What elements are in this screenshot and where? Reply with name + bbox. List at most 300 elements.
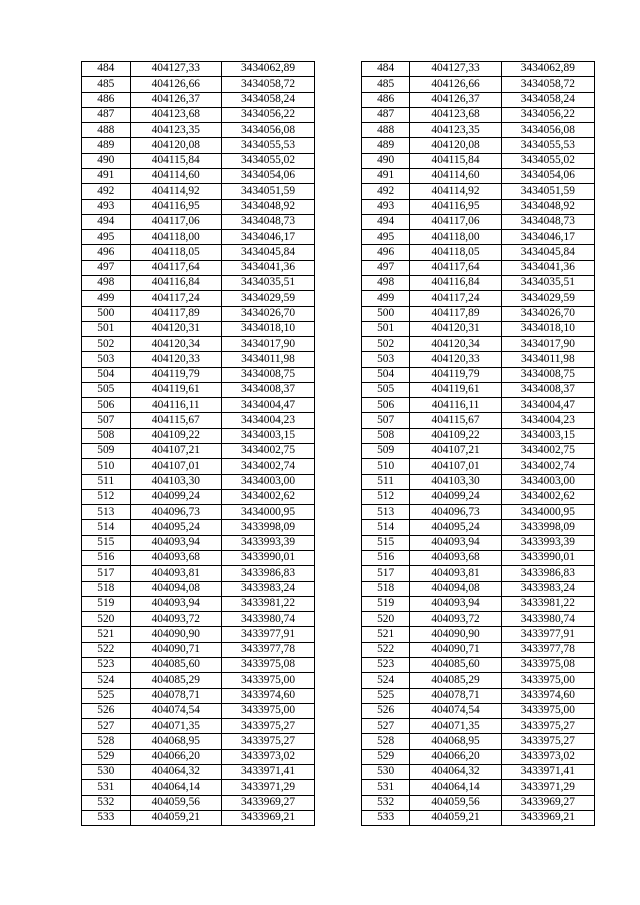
right-point-number-cell: 520	[361, 612, 410, 627]
right-x-coordinate-cell: 404068,95	[410, 734, 501, 749]
right-y-coordinate-cell: 3434011,98	[501, 352, 594, 367]
left-x-coordinate-cell: 404123,68	[130, 107, 221, 122]
left-point-number-cell: 490	[82, 153, 131, 168]
left-point-number-cell: 526	[82, 703, 131, 718]
left-y-coordinate-cell: 3434004,47	[221, 398, 314, 413]
left-y-coordinate-cell: 3433977,78	[221, 642, 314, 657]
column-gap	[315, 321, 362, 336]
right-y-coordinate-cell: 3434004,47	[501, 398, 594, 413]
left-point-number-cell: 505	[82, 382, 131, 397]
column-gap	[315, 795, 362, 810]
right-point-number-cell: 523	[361, 657, 410, 672]
table-row	[82, 321, 595, 336]
column-gap	[315, 612, 362, 627]
left-x-coordinate-cell: 404116,84	[130, 275, 221, 290]
right-y-coordinate-cell: 3433993,39	[501, 535, 594, 550]
left-x-coordinate-cell: 404093,68	[130, 551, 221, 566]
right-x-coordinate-cell: 404115,84	[410, 153, 501, 168]
left-y-coordinate-cell: 3433975,27	[221, 719, 314, 734]
left-y-coordinate-cell: 3433971,29	[221, 780, 314, 795]
left-y-coordinate-cell: 3434002,75	[221, 444, 314, 459]
column-gap	[315, 275, 362, 290]
column-gap	[315, 596, 362, 611]
right-x-coordinate-cell: 404107,21	[410, 444, 501, 459]
column-gap	[315, 367, 362, 382]
left-y-coordinate-cell: 3434029,59	[221, 291, 314, 306]
right-y-coordinate-cell: 3434058,24	[501, 92, 594, 107]
column-gap	[315, 505, 362, 520]
right-x-coordinate-cell: 404117,89	[410, 306, 501, 321]
table-row	[82, 566, 595, 581]
column-gap	[315, 642, 362, 657]
right-y-coordinate-cell: 3433971,41	[501, 764, 594, 779]
right-x-coordinate-cell: 404127,33	[410, 62, 501, 77]
coordinate-table	[81, 61, 595, 826]
right-y-coordinate-cell: 3434029,59	[501, 291, 594, 306]
left-y-coordinate-cell: 3434011,98	[221, 352, 314, 367]
right-point-number-cell: 503	[361, 352, 410, 367]
right-point-number-cell: 510	[361, 459, 410, 474]
right-y-coordinate-cell: 3434041,36	[501, 260, 594, 275]
right-point-number-cell: 498	[361, 275, 410, 290]
left-y-coordinate-cell: 3434003,00	[221, 474, 314, 489]
table-row	[82, 107, 595, 122]
column-gap	[315, 153, 362, 168]
table-row	[82, 749, 595, 764]
table-row	[82, 719, 595, 734]
right-x-coordinate-cell: 404093,72	[410, 612, 501, 627]
column-gap	[315, 123, 362, 138]
left-y-coordinate-cell: 3434045,84	[221, 245, 314, 260]
right-point-number-cell: 494	[361, 214, 410, 229]
left-x-coordinate-cell: 404059,21	[130, 810, 221, 825]
left-point-number-cell: 517	[82, 566, 131, 581]
column-gap	[315, 168, 362, 183]
left-x-coordinate-cell: 404085,60	[130, 657, 221, 672]
left-y-coordinate-cell: 3434035,51	[221, 275, 314, 290]
left-point-number-cell: 488	[82, 123, 131, 138]
left-point-number-cell: 485	[82, 77, 131, 92]
left-y-coordinate-cell: 3434026,70	[221, 306, 314, 321]
right-point-number-cell: 492	[361, 184, 410, 199]
right-y-coordinate-cell: 3434008,75	[501, 367, 594, 382]
left-y-coordinate-cell: 3433981,22	[221, 596, 314, 611]
left-x-coordinate-cell: 404068,95	[130, 734, 221, 749]
left-point-number-cell: 496	[82, 245, 131, 260]
left-y-coordinate-cell: 3434055,02	[221, 153, 314, 168]
column-gap	[315, 520, 362, 535]
left-x-coordinate-cell: 404064,14	[130, 780, 221, 795]
left-point-number-cell: 523	[82, 657, 131, 672]
right-y-coordinate-cell: 3434045,84	[501, 245, 594, 260]
column-gap	[315, 260, 362, 275]
table-row	[82, 505, 595, 520]
right-y-coordinate-cell: 3434000,95	[501, 505, 594, 520]
left-x-coordinate-cell: 404064,32	[130, 764, 221, 779]
left-point-number-cell: 514	[82, 520, 131, 535]
left-y-coordinate-cell: 3434048,92	[221, 199, 314, 214]
right-x-coordinate-cell: 404059,56	[410, 795, 501, 810]
left-y-coordinate-cell: 3433975,00	[221, 673, 314, 688]
right-x-coordinate-cell: 404115,67	[410, 413, 501, 428]
table-row	[82, 398, 595, 413]
left-y-coordinate-cell: 3433973,02	[221, 749, 314, 764]
table-row	[82, 520, 595, 535]
right-point-number-cell: 489	[361, 138, 410, 153]
left-point-number-cell: 494	[82, 214, 131, 229]
right-point-number-cell: 506	[361, 398, 410, 413]
right-point-number-cell: 485	[361, 77, 410, 92]
table-row	[82, 230, 595, 245]
right-y-coordinate-cell: 3434003,00	[501, 474, 594, 489]
column-gap	[315, 214, 362, 229]
right-x-coordinate-cell: 404078,71	[410, 688, 501, 703]
left-x-coordinate-cell: 404090,90	[130, 627, 221, 642]
right-x-coordinate-cell: 404090,71	[410, 642, 501, 657]
left-point-number-cell: 516	[82, 551, 131, 566]
right-y-coordinate-cell: 3434002,75	[501, 444, 594, 459]
column-gap	[315, 489, 362, 504]
column-gap	[315, 703, 362, 718]
table-row	[82, 77, 595, 92]
table-row	[82, 199, 595, 214]
right-point-number-cell: 497	[361, 260, 410, 275]
left-x-coordinate-cell: 404093,94	[130, 535, 221, 550]
table-row	[82, 581, 595, 596]
column-gap	[315, 581, 362, 596]
right-x-coordinate-cell: 404093,68	[410, 551, 501, 566]
left-x-coordinate-cell: 404059,56	[130, 795, 221, 810]
right-y-coordinate-cell: 3433981,22	[501, 596, 594, 611]
table-row	[82, 275, 595, 290]
table-row	[82, 734, 595, 749]
right-y-coordinate-cell: 3433975,27	[501, 719, 594, 734]
table-row	[82, 306, 595, 321]
left-y-coordinate-cell: 3434008,37	[221, 382, 314, 397]
table-row	[82, 260, 595, 275]
column-gap	[315, 535, 362, 550]
left-x-coordinate-cell: 404120,33	[130, 352, 221, 367]
left-y-coordinate-cell: 3433990,01	[221, 551, 314, 566]
right-x-coordinate-cell: 404109,22	[410, 428, 501, 443]
right-x-coordinate-cell: 404090,90	[410, 627, 501, 642]
right-x-coordinate-cell: 404123,35	[410, 123, 501, 138]
table-row	[82, 138, 595, 153]
left-point-number-cell: 484	[82, 62, 131, 77]
left-point-number-cell: 510	[82, 459, 131, 474]
column-gap	[315, 551, 362, 566]
left-point-number-cell: 509	[82, 444, 131, 459]
left-y-coordinate-cell: 3433969,27	[221, 795, 314, 810]
left-x-coordinate-cell: 404117,24	[130, 291, 221, 306]
left-point-number-cell: 518	[82, 581, 131, 596]
right-x-coordinate-cell: 404103,30	[410, 474, 501, 489]
column-gap	[315, 184, 362, 199]
left-point-number-cell: 525	[82, 688, 131, 703]
left-point-number-cell: 507	[82, 413, 131, 428]
right-x-coordinate-cell: 404118,05	[410, 245, 501, 260]
right-x-coordinate-cell: 404059,21	[410, 810, 501, 825]
table-row	[82, 168, 595, 183]
column-gap	[315, 734, 362, 749]
right-x-coordinate-cell: 404066,20	[410, 749, 501, 764]
right-point-number-cell: 524	[361, 673, 410, 688]
table-row	[82, 535, 595, 550]
left-y-coordinate-cell: 3433975,08	[221, 657, 314, 672]
left-point-number-cell: 489	[82, 138, 131, 153]
coordinate-table-body	[82, 62, 595, 826]
left-y-coordinate-cell: 3433971,41	[221, 764, 314, 779]
right-point-number-cell: 484	[361, 62, 410, 77]
left-x-coordinate-cell: 404117,64	[130, 260, 221, 275]
right-point-number-cell: 531	[361, 780, 410, 795]
left-x-coordinate-cell: 404123,35	[130, 123, 221, 138]
right-y-coordinate-cell: 3433974,60	[501, 688, 594, 703]
right-y-coordinate-cell: 3433983,24	[501, 581, 594, 596]
table-row	[82, 673, 595, 688]
column-gap	[315, 77, 362, 92]
column-gap	[315, 107, 362, 122]
column-gap	[315, 688, 362, 703]
left-x-coordinate-cell: 404120,08	[130, 138, 221, 153]
table-row	[82, 184, 595, 199]
right-y-coordinate-cell: 3434055,02	[501, 153, 594, 168]
right-x-coordinate-cell: 404114,92	[410, 184, 501, 199]
left-point-number-cell: 530	[82, 764, 131, 779]
right-y-coordinate-cell: 3434048,73	[501, 214, 594, 229]
right-x-coordinate-cell: 404119,79	[410, 367, 501, 382]
left-x-coordinate-cell: 404085,29	[130, 673, 221, 688]
right-x-coordinate-cell: 404120,33	[410, 352, 501, 367]
column-gap	[315, 138, 362, 153]
column-gap	[315, 780, 362, 795]
left-y-coordinate-cell: 3434058,24	[221, 92, 314, 107]
left-x-coordinate-cell: 404115,67	[130, 413, 221, 428]
right-x-coordinate-cell: 404117,06	[410, 214, 501, 229]
left-y-coordinate-cell: 3433980,74	[221, 612, 314, 627]
left-x-coordinate-cell: 404118,00	[130, 230, 221, 245]
right-y-coordinate-cell: 3433975,00	[501, 703, 594, 718]
table-row	[82, 428, 595, 443]
left-y-coordinate-cell: 3433986,83	[221, 566, 314, 581]
left-point-number-cell: 512	[82, 489, 131, 504]
table-row	[82, 459, 595, 474]
right-y-coordinate-cell: 3434054,06	[501, 168, 594, 183]
left-x-coordinate-cell: 404066,20	[130, 749, 221, 764]
column-gap	[315, 719, 362, 734]
column-gap	[315, 306, 362, 321]
column-gap	[315, 474, 362, 489]
right-y-coordinate-cell: 3434002,62	[501, 489, 594, 504]
left-point-number-cell: 500	[82, 306, 131, 321]
left-y-coordinate-cell: 3434056,22	[221, 107, 314, 122]
left-x-coordinate-cell: 404096,73	[130, 505, 221, 520]
right-x-coordinate-cell: 404116,95	[410, 199, 501, 214]
left-y-coordinate-cell: 3433983,24	[221, 581, 314, 596]
right-x-coordinate-cell: 404085,29	[410, 673, 501, 688]
right-y-coordinate-cell: 3434055,53	[501, 138, 594, 153]
left-point-number-cell: 492	[82, 184, 131, 199]
table-row	[82, 657, 595, 672]
column-gap	[315, 230, 362, 245]
right-x-coordinate-cell: 404093,81	[410, 566, 501, 581]
left-x-coordinate-cell: 404115,84	[130, 153, 221, 168]
right-y-coordinate-cell: 3433975,27	[501, 734, 594, 749]
left-x-coordinate-cell: 404103,30	[130, 474, 221, 489]
right-point-number-cell: 532	[361, 795, 410, 810]
table-row	[82, 627, 595, 642]
column-gap	[315, 428, 362, 443]
table-row	[82, 764, 595, 779]
column-gap	[315, 444, 362, 459]
right-x-coordinate-cell: 404120,31	[410, 321, 501, 336]
table-row	[82, 780, 595, 795]
column-gap	[315, 62, 362, 77]
column-gap	[315, 764, 362, 779]
table-row	[82, 642, 595, 657]
left-y-coordinate-cell: 3434062,89	[221, 62, 314, 77]
left-x-coordinate-cell: 404074,54	[130, 703, 221, 718]
left-point-number-cell: 491	[82, 168, 131, 183]
right-point-number-cell: 521	[361, 627, 410, 642]
left-x-coordinate-cell: 404078,71	[130, 688, 221, 703]
right-y-coordinate-cell: 3433977,91	[501, 627, 594, 642]
right-y-coordinate-cell: 3433986,83	[501, 566, 594, 581]
table-row	[82, 489, 595, 504]
table-row	[82, 352, 595, 367]
right-point-number-cell: 518	[361, 581, 410, 596]
right-point-number-cell: 525	[361, 688, 410, 703]
right-point-number-cell: 519	[361, 596, 410, 611]
table-row	[82, 214, 595, 229]
right-x-coordinate-cell: 404114,60	[410, 168, 501, 183]
right-x-coordinate-cell: 404095,24	[410, 520, 501, 535]
column-gap	[315, 337, 362, 352]
table-row	[82, 810, 595, 825]
right-point-number-cell: 522	[361, 642, 410, 657]
table-row	[82, 153, 595, 168]
right-point-number-cell: 495	[361, 230, 410, 245]
right-point-number-cell: 526	[361, 703, 410, 718]
left-point-number-cell: 498	[82, 275, 131, 290]
left-point-number-cell: 515	[82, 535, 131, 550]
right-y-coordinate-cell: 3433980,74	[501, 612, 594, 627]
right-point-number-cell: 496	[361, 245, 410, 260]
right-point-number-cell: 505	[361, 382, 410, 397]
right-y-coordinate-cell: 3433969,27	[501, 795, 594, 810]
right-y-coordinate-cell: 3433969,21	[501, 810, 594, 825]
right-x-coordinate-cell: 404094,08	[410, 581, 501, 596]
left-y-coordinate-cell: 3434000,95	[221, 505, 314, 520]
table-row	[82, 245, 595, 260]
right-point-number-cell: 530	[361, 764, 410, 779]
table-row	[82, 382, 595, 397]
left-x-coordinate-cell: 404099,24	[130, 489, 221, 504]
right-x-coordinate-cell: 404099,24	[410, 489, 501, 504]
left-x-coordinate-cell: 404117,06	[130, 214, 221, 229]
left-point-number-cell: 502	[82, 337, 131, 352]
right-y-coordinate-cell: 3434017,90	[501, 337, 594, 352]
right-x-coordinate-cell: 404074,54	[410, 703, 501, 718]
left-point-number-cell: 504	[82, 367, 131, 382]
left-x-coordinate-cell: 404118,05	[130, 245, 221, 260]
column-gap	[315, 459, 362, 474]
column-gap	[315, 673, 362, 688]
left-point-number-cell: 521	[82, 627, 131, 642]
left-point-number-cell: 519	[82, 596, 131, 611]
left-point-number-cell: 501	[82, 321, 131, 336]
left-x-coordinate-cell: 404120,34	[130, 337, 221, 352]
right-point-number-cell: 499	[361, 291, 410, 306]
right-y-coordinate-cell: 3434008,37	[501, 382, 594, 397]
column-gap	[315, 627, 362, 642]
left-x-coordinate-cell: 404071,35	[130, 719, 221, 734]
left-x-coordinate-cell: 404093,94	[130, 596, 221, 611]
left-x-coordinate-cell: 404114,60	[130, 168, 221, 183]
left-y-coordinate-cell: 3434018,10	[221, 321, 314, 336]
left-point-number-cell: 513	[82, 505, 131, 520]
right-point-number-cell: 487	[361, 107, 410, 122]
left-x-coordinate-cell: 404117,89	[130, 306, 221, 321]
right-y-coordinate-cell: 3433975,00	[501, 673, 594, 688]
left-point-number-cell: 524	[82, 673, 131, 688]
right-y-coordinate-cell: 3434026,70	[501, 306, 594, 321]
left-y-coordinate-cell: 3434002,62	[221, 489, 314, 504]
right-x-coordinate-cell: 404064,32	[410, 764, 501, 779]
right-y-coordinate-cell: 3433973,02	[501, 749, 594, 764]
left-point-number-cell: 486	[82, 92, 131, 107]
right-x-coordinate-cell: 404085,60	[410, 657, 501, 672]
left-y-coordinate-cell: 3434002,74	[221, 459, 314, 474]
left-point-number-cell: 487	[82, 107, 131, 122]
right-point-number-cell: 500	[361, 306, 410, 321]
left-y-coordinate-cell: 3434058,72	[221, 77, 314, 92]
left-y-coordinate-cell: 3434054,06	[221, 168, 314, 183]
left-x-coordinate-cell: 404119,61	[130, 382, 221, 397]
left-x-coordinate-cell: 404127,33	[130, 62, 221, 77]
left-x-coordinate-cell: 404109,22	[130, 428, 221, 443]
column-gap	[315, 657, 362, 672]
left-point-number-cell: 493	[82, 199, 131, 214]
right-y-coordinate-cell: 3434046,17	[501, 230, 594, 245]
left-y-coordinate-cell: 3433969,21	[221, 810, 314, 825]
right-point-number-cell: 516	[361, 551, 410, 566]
left-y-coordinate-cell: 3434046,17	[221, 230, 314, 245]
right-y-coordinate-cell: 3434056,08	[501, 123, 594, 138]
right-y-coordinate-cell: 3434058,72	[501, 77, 594, 92]
left-point-number-cell: 529	[82, 749, 131, 764]
left-x-coordinate-cell: 404126,66	[130, 77, 221, 92]
right-point-number-cell: 515	[361, 535, 410, 550]
left-y-coordinate-cell: 3434055,53	[221, 138, 314, 153]
left-x-coordinate-cell: 404090,71	[130, 642, 221, 657]
column-gap	[315, 566, 362, 581]
left-point-number-cell: 532	[82, 795, 131, 810]
column-gap	[315, 92, 362, 107]
left-x-coordinate-cell: 404093,81	[130, 566, 221, 581]
right-x-coordinate-cell: 404117,24	[410, 291, 501, 306]
right-x-coordinate-cell: 404123,68	[410, 107, 501, 122]
right-point-number-cell: 502	[361, 337, 410, 352]
table-row	[82, 92, 595, 107]
left-x-coordinate-cell: 404119,79	[130, 367, 221, 382]
right-x-coordinate-cell: 404107,01	[410, 459, 501, 474]
right-x-coordinate-cell: 404096,73	[410, 505, 501, 520]
right-point-number-cell: 486	[361, 92, 410, 107]
left-y-coordinate-cell: 3433998,09	[221, 520, 314, 535]
right-x-coordinate-cell: 404071,35	[410, 719, 501, 734]
left-point-number-cell: 497	[82, 260, 131, 275]
